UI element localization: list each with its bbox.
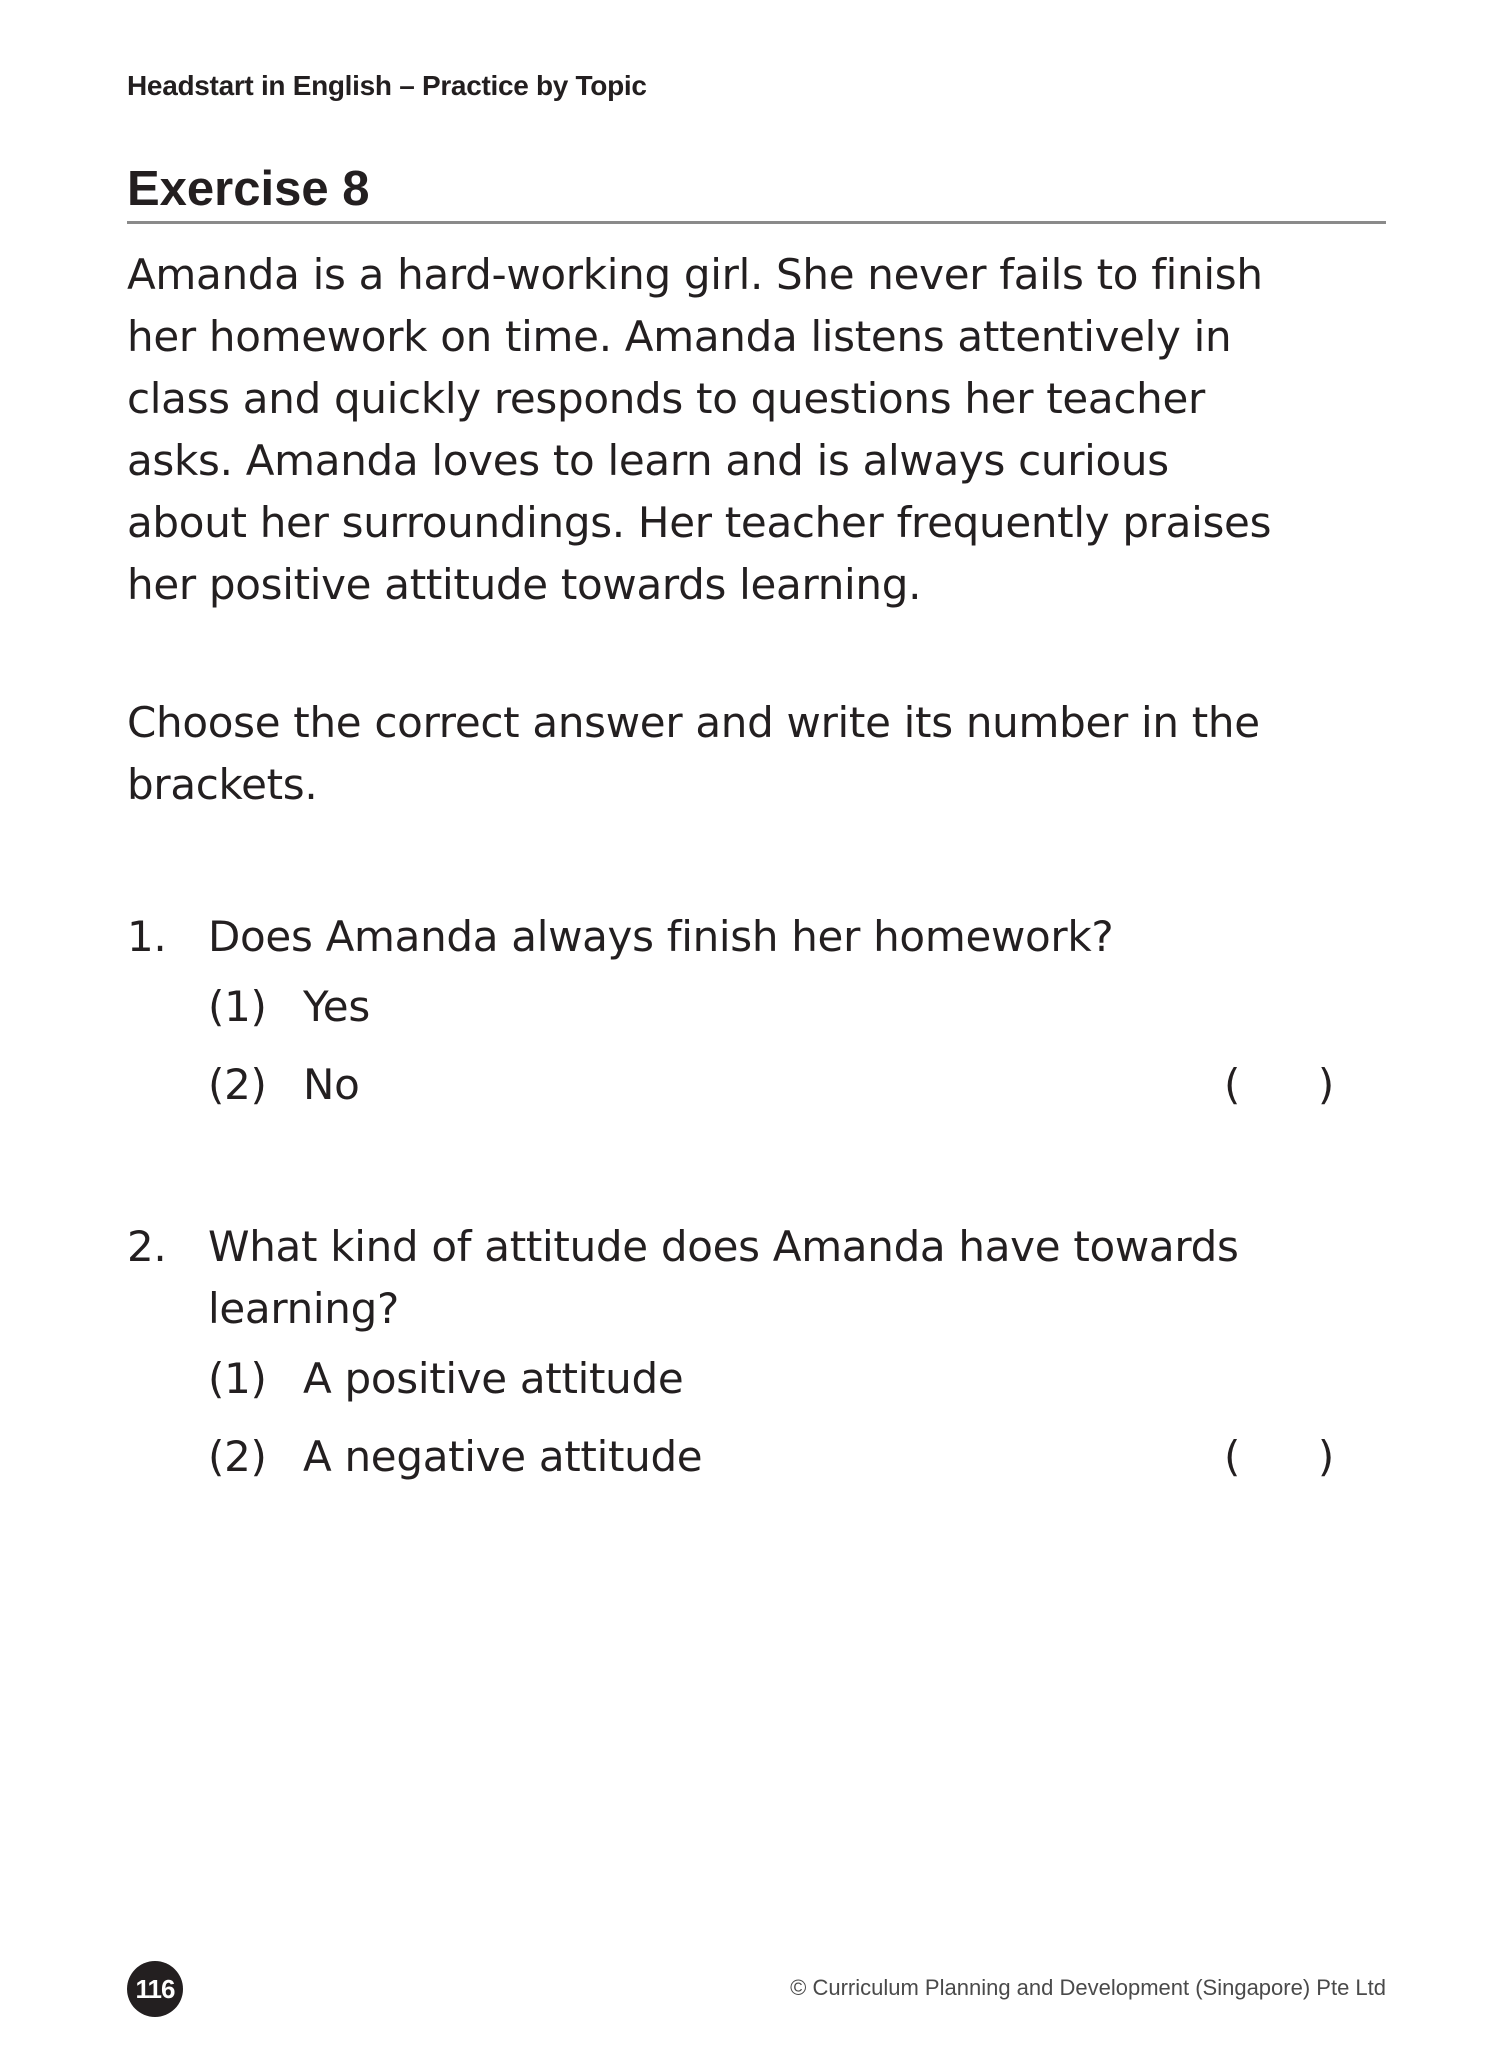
option-text: A negative attitude <box>303 1432 703 1481</box>
question-number: 1. <box>127 912 167 961</box>
question-2 <box>127 1216 1392 1496</box>
instruction-text <box>127 692 1392 816</box>
option-1 <box>127 1340 1392 1418</box>
option-number: (2) <box>208 1432 267 1481</box>
option-2 <box>127 1418 1392 1496</box>
option-2 <box>127 1046 1392 1124</box>
option-text: A positive attitude <box>303 1354 684 1403</box>
exercise-title: Exercise 8 <box>127 162 370 216</box>
passage-line: her homework on time. Amanda listens attentively in <box>127 312 1232 361</box>
answer-bracket[interactable] <box>1224 1418 1334 1496</box>
bracket-open: ( <box>1224 1432 1241 1481</box>
option-text: No <box>303 1060 360 1109</box>
reading-passage <box>127 244 1392 616</box>
option-text: Yes <box>303 982 370 1031</box>
question-text: Does Amanda always finish her homework? <box>208 912 1114 961</box>
question-stem <box>127 1216 1392 1278</box>
copyright-notice: © Curriculum Planning and Development (Singapore) Pte Ltd <box>790 1975 1386 2000</box>
running-header: Headstart in English – Practice by Topic <box>127 70 647 101</box>
option-1 <box>127 968 1392 1046</box>
title-divider <box>127 221 1386 224</box>
option-number: (1) <box>208 1354 267 1403</box>
question-1 <box>127 906 1392 1124</box>
question-text: learning? <box>208 1284 399 1333</box>
instruction-line: brackets. <box>127 760 318 809</box>
option-number: (1) <box>208 982 267 1031</box>
passage-line: about her surroundings. Her teacher frequently praises <box>127 498 1272 547</box>
passage-line: Amanda is a hard-working girl. She never fails to finish <box>127 250 1263 299</box>
bracket-open: ( <box>1224 1060 1241 1109</box>
question-stem <box>127 906 1392 968</box>
answer-bracket[interactable] <box>1224 1046 1334 1124</box>
option-number: (2) <box>208 1060 267 1109</box>
passage-line: asks. Amanda loves to learn and is always curious <box>127 436 1169 485</box>
bracket-close: ) <box>1317 1432 1334 1481</box>
instruction-line: Choose the correct answer and write its number in the <box>127 698 1260 747</box>
question-text: What kind of attitude does Amanda have towards <box>208 1222 1239 1271</box>
question-number: 2. <box>127 1222 167 1271</box>
page-number-badge: 116 <box>127 1961 183 2017</box>
bracket-close: ) <box>1317 1060 1334 1109</box>
question-stem-continued <box>127 1278 1392 1340</box>
passage-line: class and quickly responds to questions her teacher <box>127 374 1205 423</box>
passage-line: her positive attitude towards learning. <box>127 560 922 609</box>
